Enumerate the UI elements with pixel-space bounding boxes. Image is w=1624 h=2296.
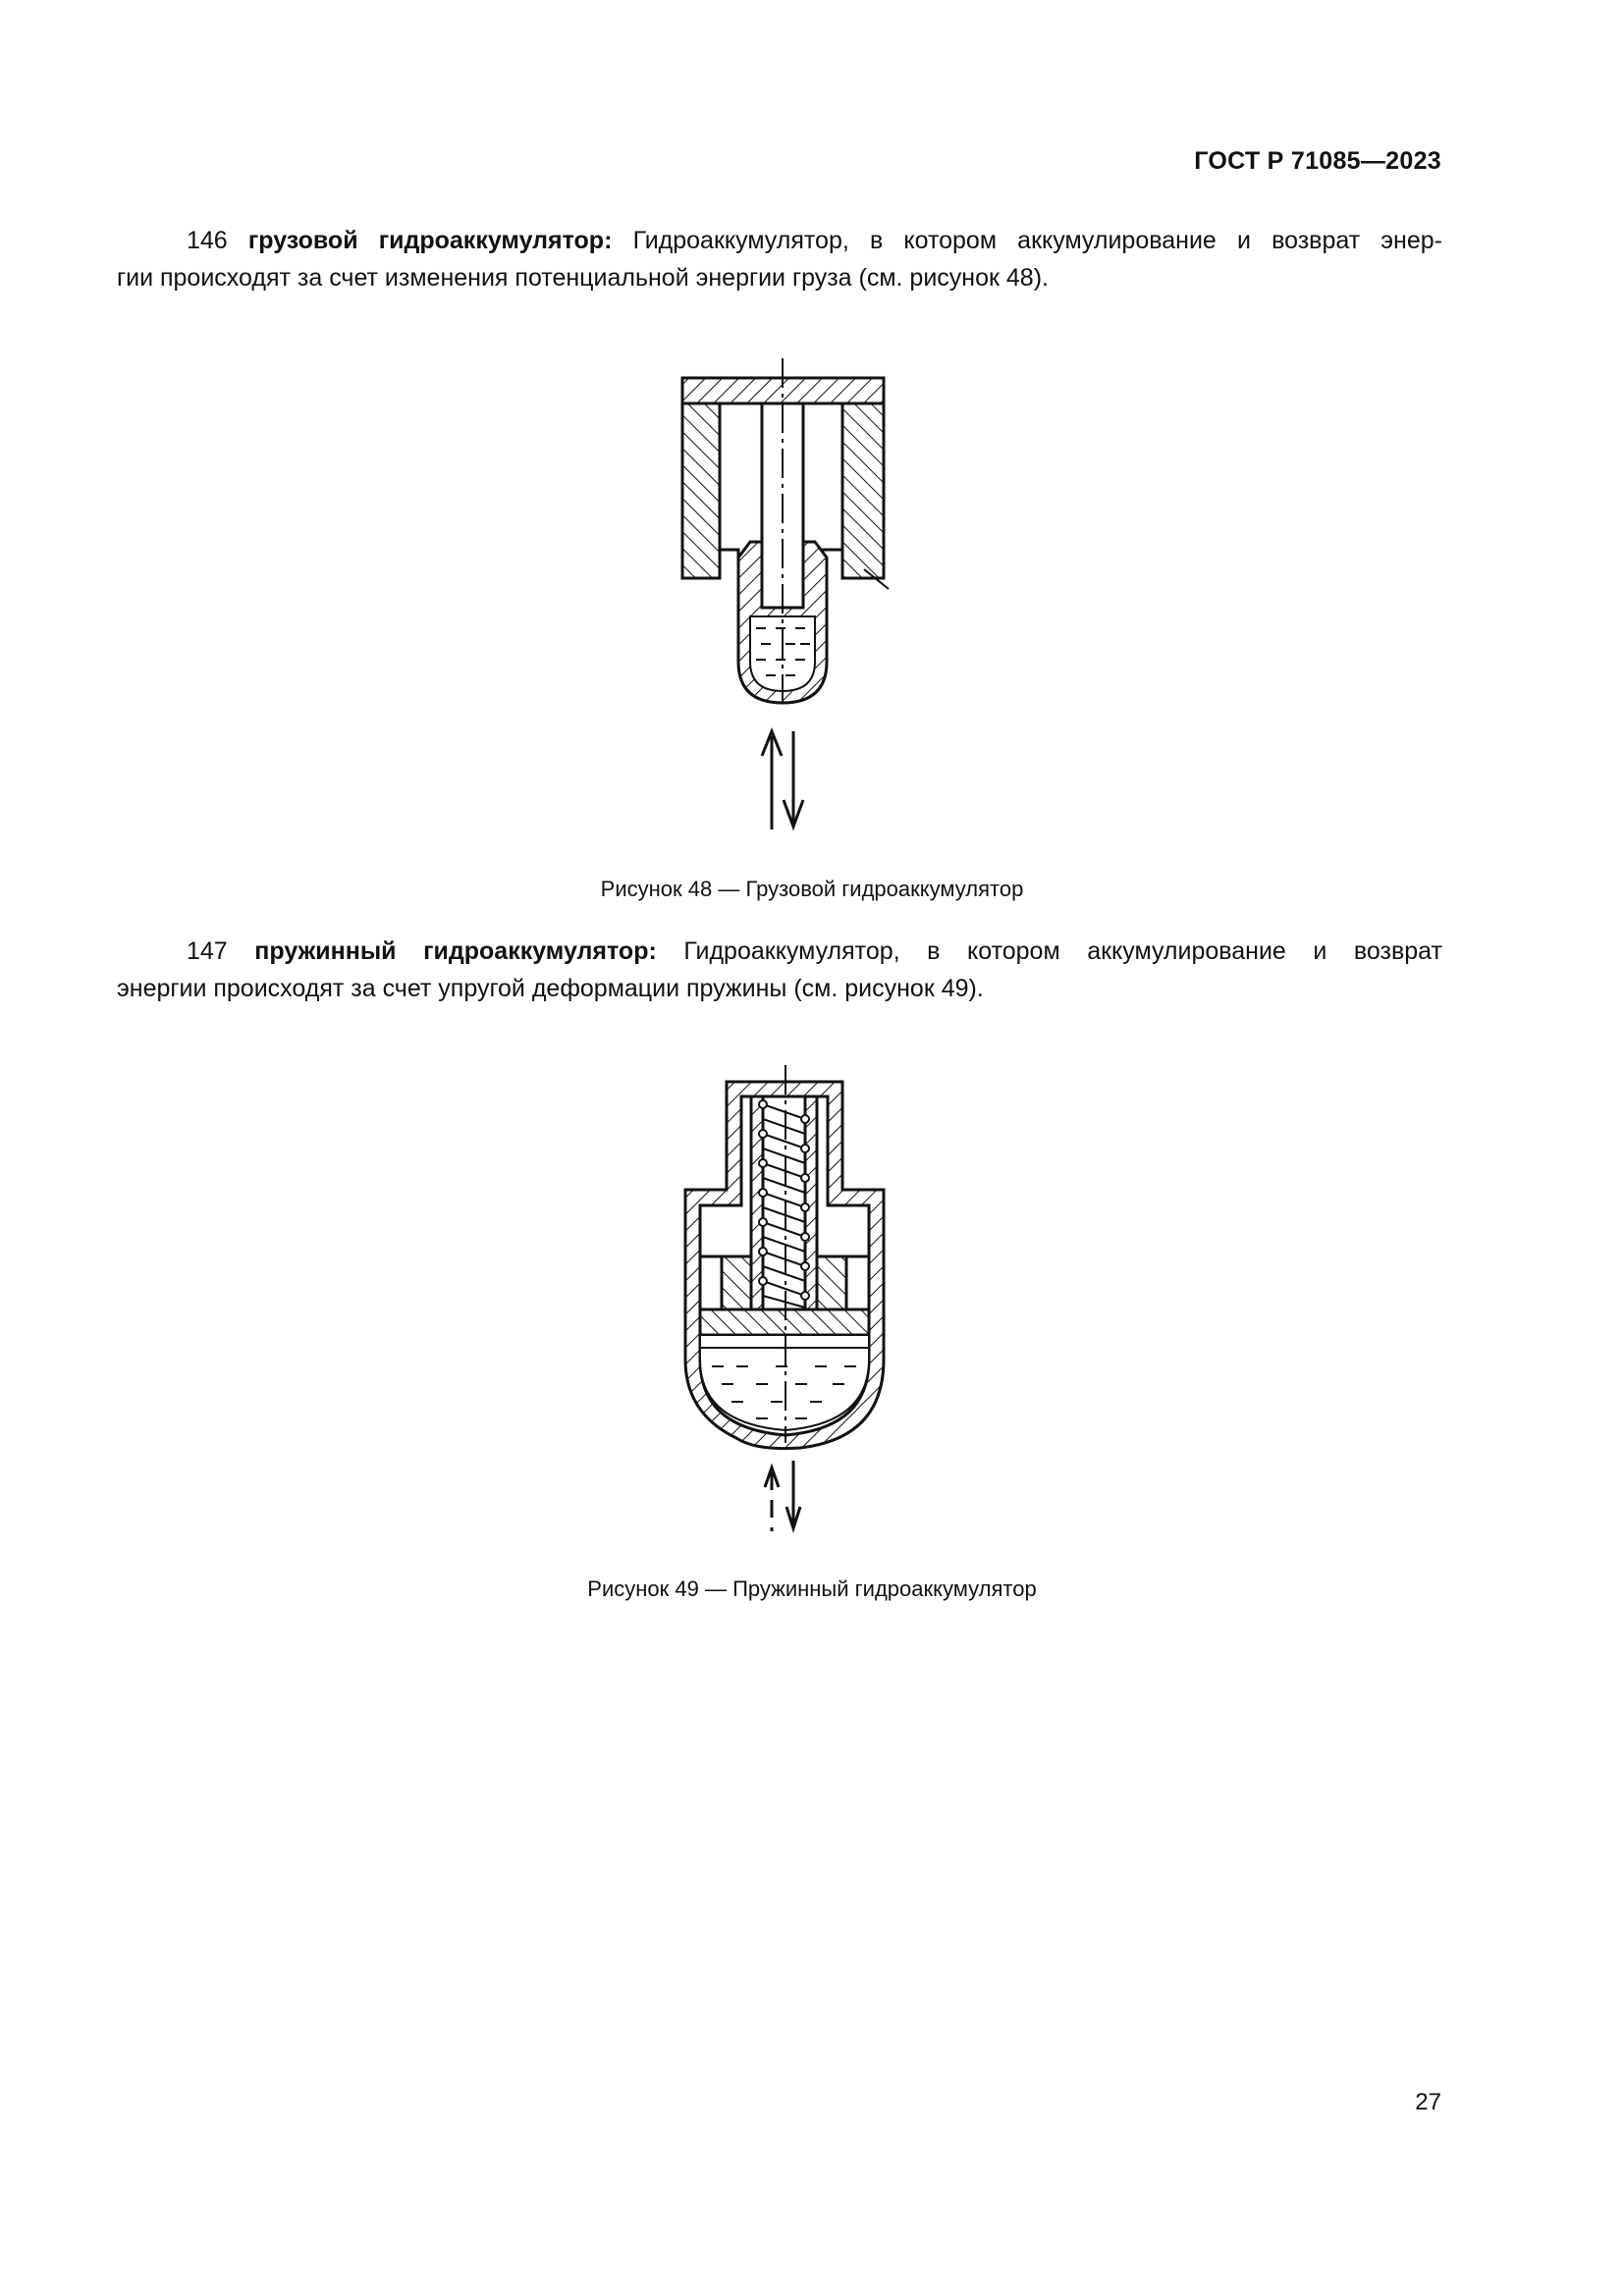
weight-right-wall bbox=[842, 403, 884, 578]
flow-arrows bbox=[762, 731, 803, 829]
page-number: 27 bbox=[1415, 2089, 1441, 2115]
term-146-title: грузовой гидроаккумулятор: bbox=[247, 227, 613, 254]
term-146-paragraph bbox=[117, 222, 1442, 296]
term-147-number: 147 bbox=[187, 937, 228, 965]
term-147-definition-line2: энергии происходят за счет упругой деформации пружины (см. рисунок 49). bbox=[117, 975, 984, 1002]
term-146-definition-line1: Гидроаккумулятор, в котором аккумулирование и возврат энер- bbox=[632, 227, 1443, 254]
term-147-paragraph bbox=[117, 933, 1442, 1007]
term-147-definition-line1: Гидроаккумулятор, в котором аккумулирование и возврат bbox=[683, 937, 1442, 965]
weight-left-wall bbox=[682, 403, 720, 578]
figure-48-caption: Рисунок 48 — Грузовой гидроаккумулятор bbox=[600, 877, 1024, 901]
figure-49-drawing bbox=[668, 1060, 903, 1551]
flow-arrows bbox=[765, 1461, 800, 1531]
term-146-definition-line2: гии происходят за счет изменения потенциальной энергии груза (см. рисунок 48). bbox=[117, 264, 1049, 292]
term-146-number: 146 bbox=[187, 227, 228, 254]
figure-48-drawing bbox=[638, 353, 952, 844]
standard-designation: ГОСТ Р 71085—2023 bbox=[1194, 147, 1441, 175]
term-147-title: пружинный гидроаккумулятор: bbox=[254, 937, 657, 965]
figure-49-caption: Рисунок 49 — Пружинный гидроаккумулятор bbox=[587, 1576, 1037, 1601]
